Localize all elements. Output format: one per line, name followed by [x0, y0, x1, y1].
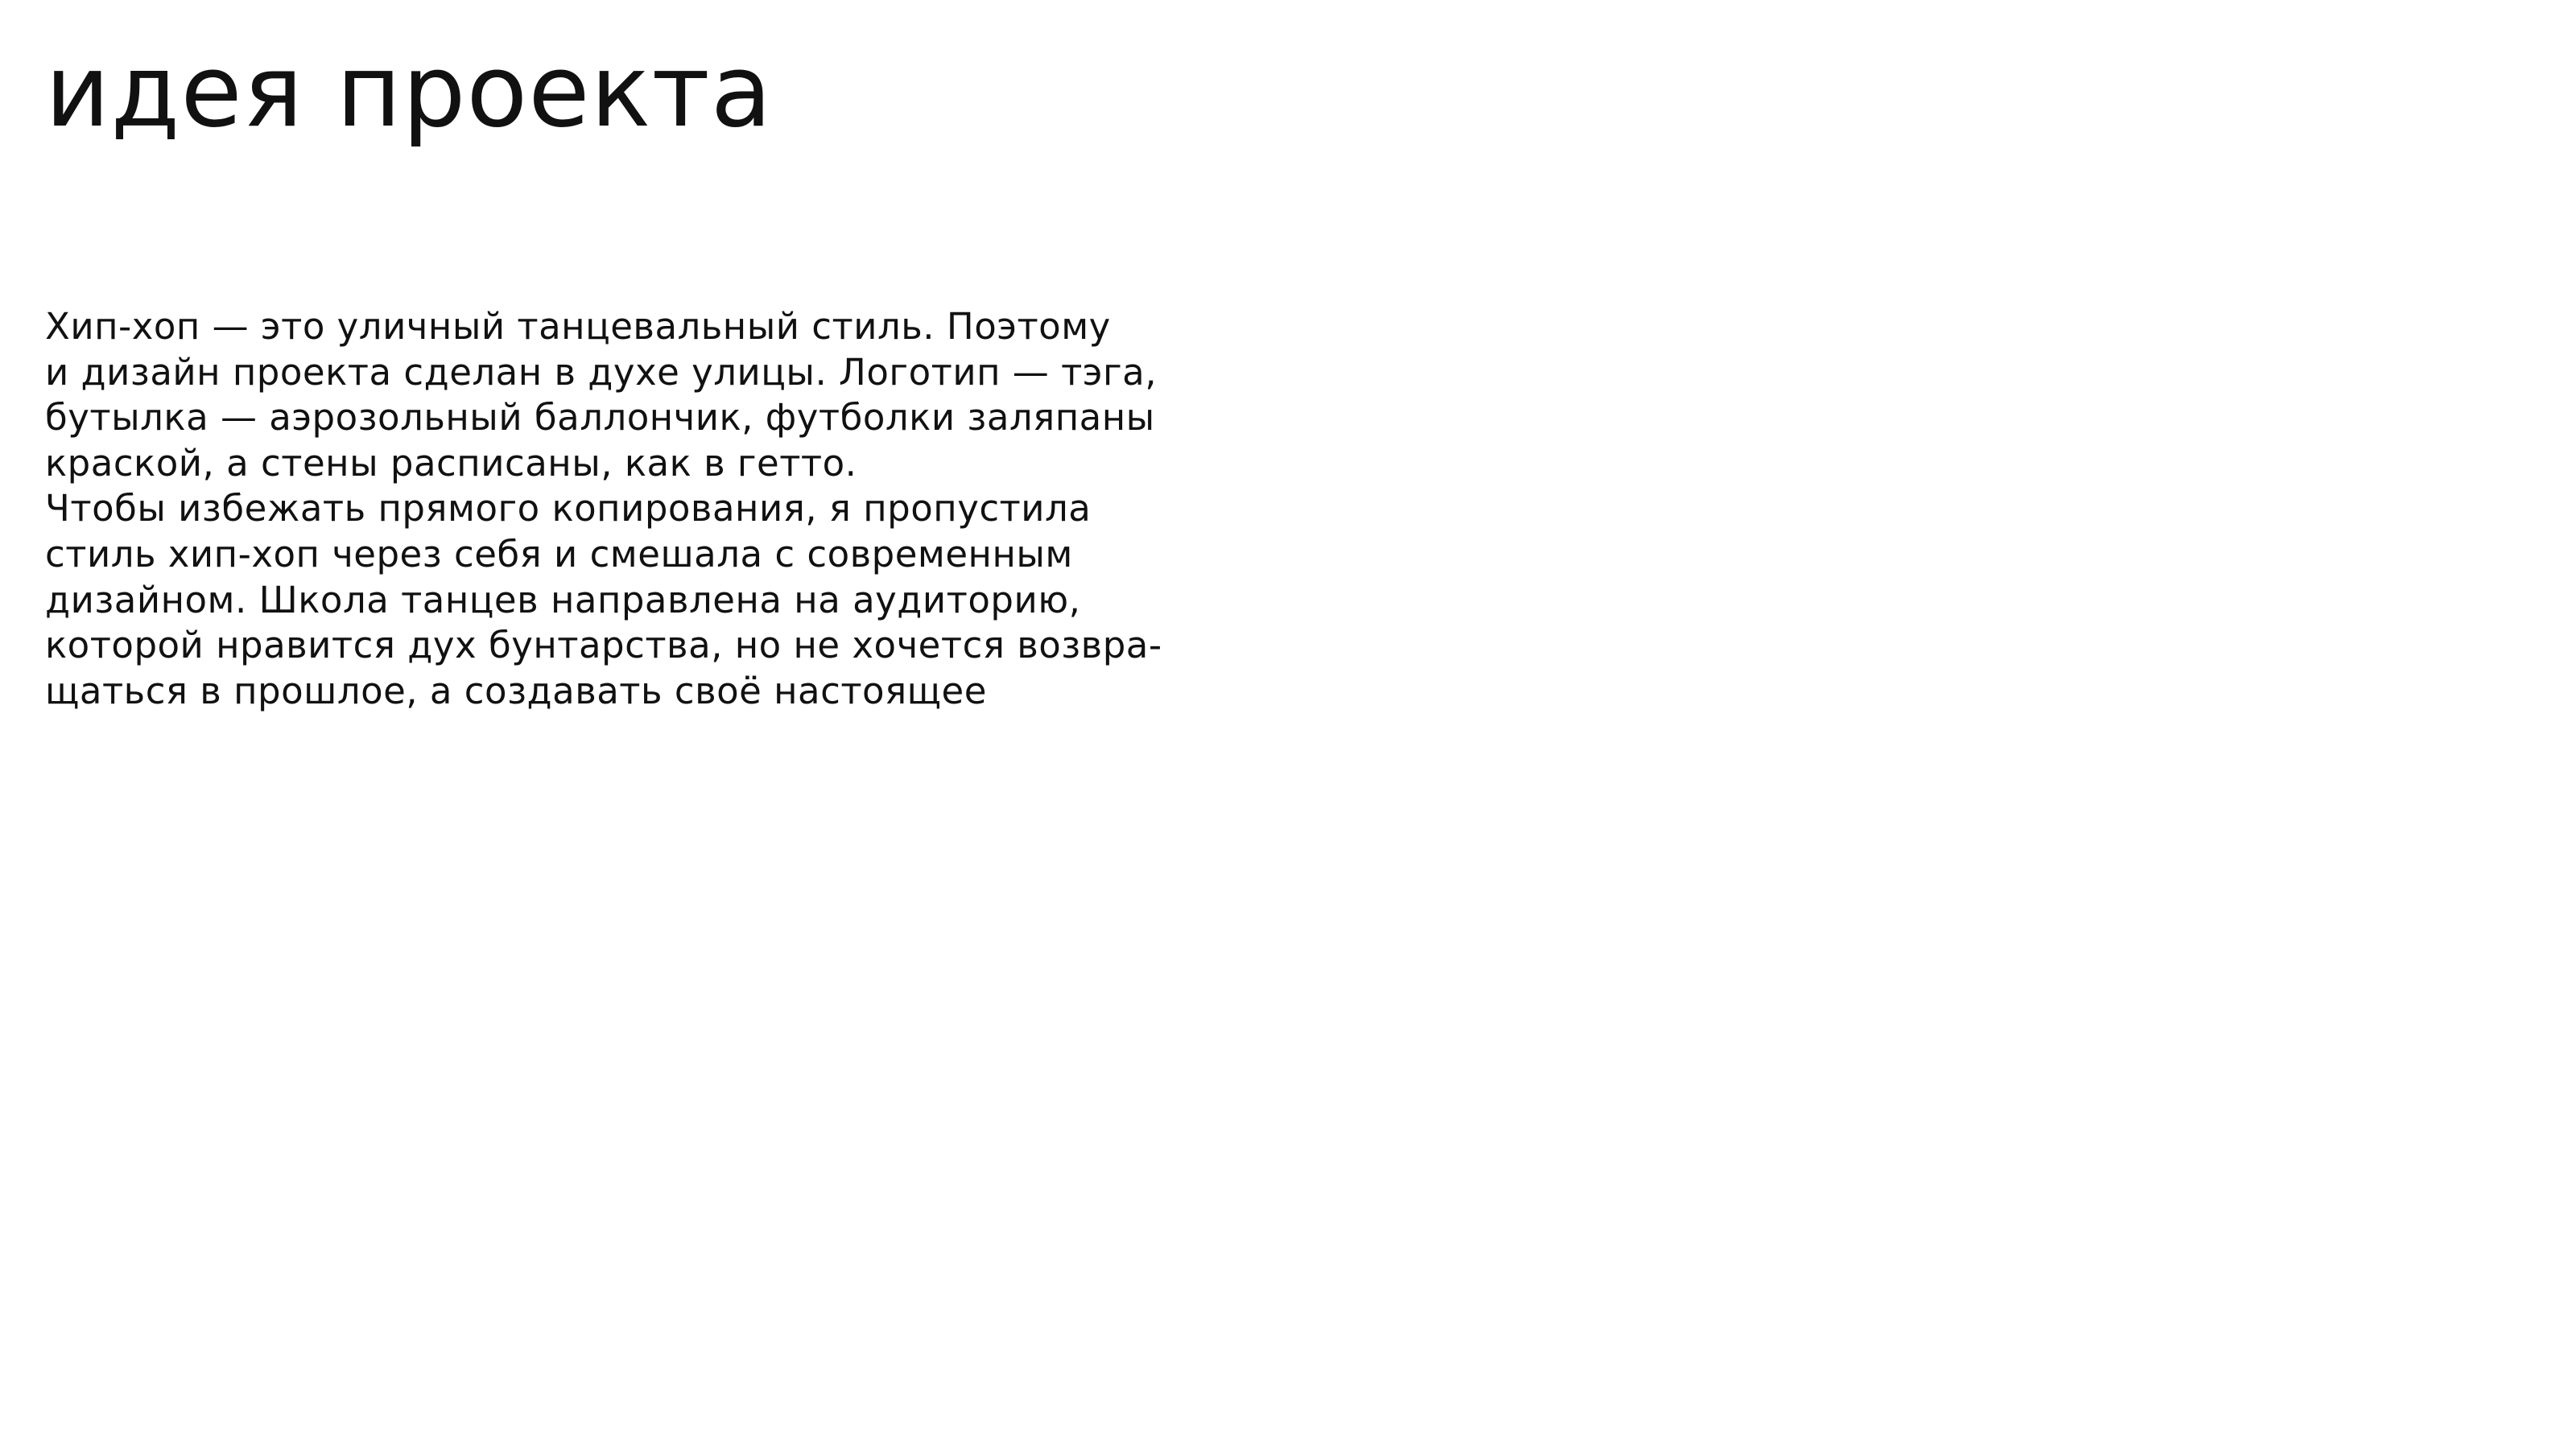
paragraph-line: Хип-хоп — это уличный танцевальный стиль. Поэтому: [45, 305, 1111, 348]
slide-title: идея проекта: [45, 34, 773, 150]
description-paragraph: [45, 304, 1253, 714]
paragraph-line: которой нравится дух бунтарства, но не хочется возвра-: [45, 624, 1162, 667]
paragraph-line: краской, а стены расписаны, как в гетто.: [45, 441, 857, 485]
paragraph-line: щаться в прошлое, а создавать своё настоящее: [45, 669, 987, 712]
paragraph-line: и дизайн проекта сделан в духе улицы. Логотип — тэга,: [45, 350, 1158, 394]
paragraph-line: стиль хип-хоп через себя и смешала с современным: [45, 532, 1073, 575]
paragraph-line: дизайном. Школа танцев направлена на аудиторию,: [45, 578, 1081, 621]
paragraph-line: Чтобы избежать прямого копирования, я пропустила: [45, 487, 1092, 530]
paragraph-line: бутылка — аэрозольный баллончик, футболки заляпаны: [45, 396, 1155, 439]
